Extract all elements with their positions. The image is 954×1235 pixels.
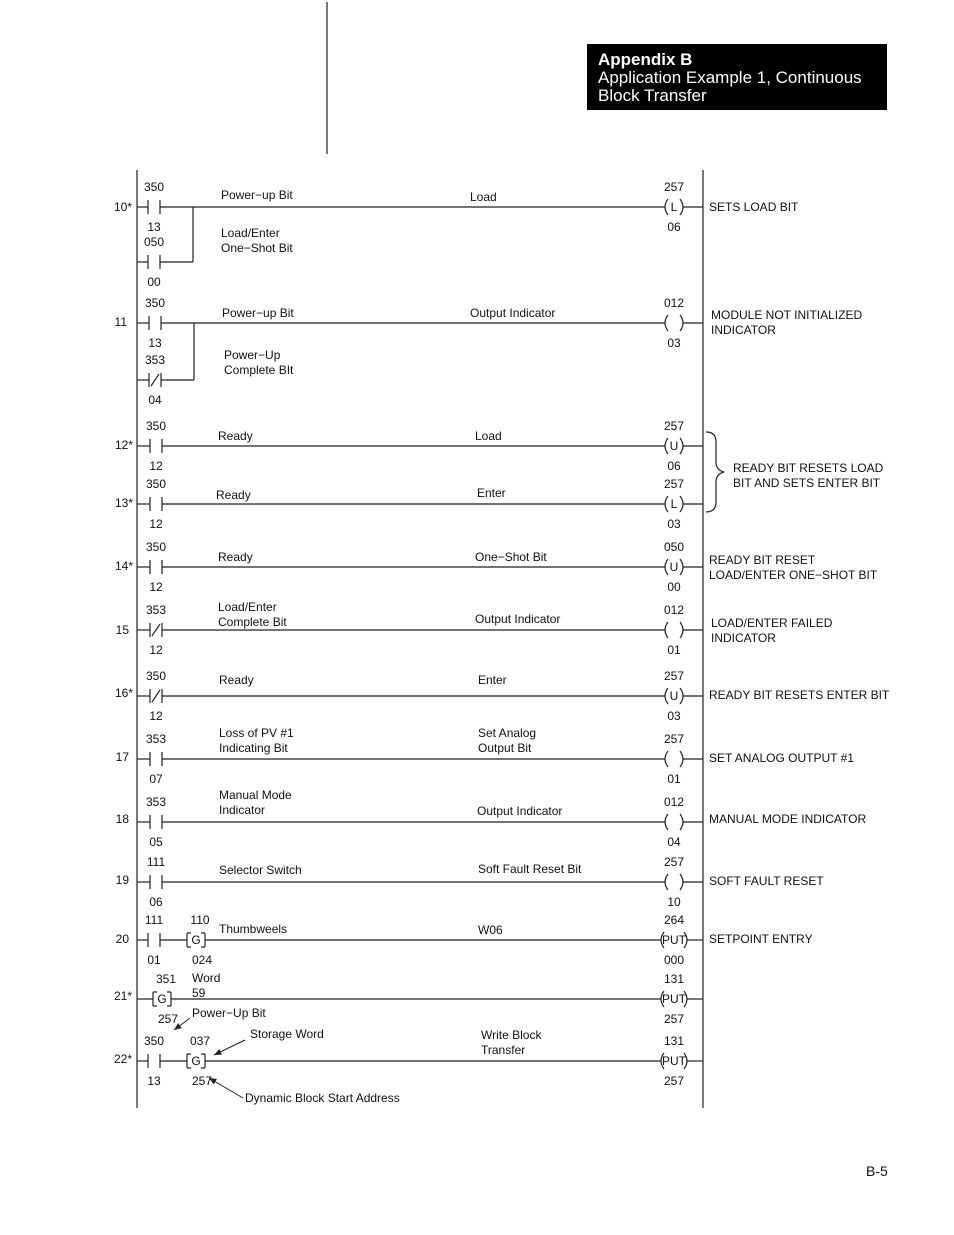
output-r12-right-arc bbox=[680, 438, 683, 454]
power-up-bit-annotation: Power−Up Bit bbox=[192, 1006, 266, 1020]
contact-r21-0-symbol: G bbox=[157, 992, 167, 1006]
contact-r20-0-address-top: 111 bbox=[144, 913, 164, 927]
output-r15-left-arc bbox=[665, 622, 668, 638]
contact-r22-0 bbox=[148, 1054, 160, 1068]
output-r13-symbol: L bbox=[670, 497, 678, 511]
contact-r16-0 bbox=[150, 689, 162, 703]
output-r12-address-top: 257 bbox=[663, 419, 685, 433]
rung-r12 bbox=[115, 419, 703, 473]
contact-r15-0-address-bottom: 12 bbox=[149, 643, 163, 657]
page-number: B-5 bbox=[866, 1163, 888, 1179]
contact-r17-0-label: Loss of PV #1 Indicating Bit bbox=[219, 726, 294, 755]
output-r22-address-top: 131 bbox=[663, 1034, 685, 1048]
rung-number: 21* bbox=[113, 989, 132, 1003]
contact-r10-1-address-top: 050 bbox=[143, 235, 165, 249]
dynamic-address-annotation: Dynamic Block Start Address bbox=[245, 1091, 400, 1105]
contact-r13-0-address-bottom: 12 bbox=[149, 517, 163, 531]
contact-r22-1 bbox=[187, 1054, 205, 1068]
contact-r15-0 bbox=[150, 623, 162, 637]
output-r13-left-arc bbox=[665, 496, 668, 512]
contact-r17-0 bbox=[150, 752, 162, 766]
contact-r18-0-label: Manual Mode Indicator bbox=[219, 788, 292, 817]
output-r14-address-bottom: 00 bbox=[667, 580, 681, 594]
contact-r15-0-address-top: 353 bbox=[145, 603, 167, 617]
contact-r19-0-label: Selector Switch bbox=[219, 863, 302, 877]
rung-r17 bbox=[116, 726, 855, 786]
output-r10-label: Load bbox=[470, 190, 497, 204]
output-r19 bbox=[665, 874, 683, 890]
output-r20-label: W06 bbox=[478, 923, 503, 937]
contact-r11-1-address-top: 353 bbox=[144, 353, 166, 367]
output-r15-address-bottom: 01 bbox=[667, 643, 681, 657]
rung-r20 bbox=[116, 913, 813, 967]
output-r13-label: Enter bbox=[477, 486, 506, 500]
contact-r21-0-address-bottom: 257 bbox=[157, 1012, 179, 1026]
brace-description: READY BIT RESETS LOAD BIT AND SETS ENTER BIT bbox=[733, 461, 884, 490]
output-r14 bbox=[665, 559, 683, 575]
rung-number: 19 bbox=[115, 873, 129, 887]
contact-r16-0-address-top: 350 bbox=[145, 669, 167, 683]
contact-r21-0 bbox=[153, 992, 171, 1006]
contact-r10-0-label: Power−up Bit bbox=[221, 188, 293, 202]
rung-r10-description: SETS LOAD BIT bbox=[709, 200, 799, 214]
contact-r20-1-address-bottom: 024 bbox=[191, 953, 213, 967]
contact-r10-1-label: Load/Enter One−Shot Bit bbox=[221, 226, 293, 255]
output-r11-right-arc bbox=[680, 315, 683, 331]
output-r22-label: Write Block Transfer bbox=[481, 1028, 542, 1057]
contact-r12-0-label: Ready bbox=[218, 429, 253, 443]
contact-r10-0-address-bottom: 13 bbox=[147, 220, 161, 234]
output-r20-address-bottom: 000 bbox=[663, 953, 685, 967]
contact-r22-1-address-bottom: 257 bbox=[191, 1074, 213, 1088]
output-r21-symbol: PUT bbox=[662, 992, 686, 1006]
contact-r12-0-address-top: 350 bbox=[145, 419, 167, 433]
rung-r10 bbox=[114, 180, 799, 289]
rung-number: 14* bbox=[114, 559, 133, 573]
output-r18 bbox=[665, 814, 683, 830]
output-r19-address-bottom: 10 bbox=[667, 895, 681, 909]
dynamic-address-arrow bbox=[209, 1078, 243, 1098]
output-r10 bbox=[665, 199, 683, 215]
output-r16-right-arc bbox=[680, 688, 683, 704]
rung-number: 15 bbox=[115, 623, 129, 637]
contact-r13-0-label: Ready bbox=[216, 488, 251, 502]
contact-r11-1-label: Power−Up Complete BIt bbox=[224, 348, 294, 377]
contact-r12-0 bbox=[150, 439, 162, 453]
output-r12-label: Load bbox=[475, 429, 502, 443]
output-r14-address-top: 050 bbox=[663, 540, 685, 554]
contact-r16-0-address-bottom: 12 bbox=[149, 709, 163, 723]
output-r13-right-arc bbox=[680, 496, 683, 512]
output-r16-address-top: 257 bbox=[663, 669, 685, 683]
contact-r21-0-address-top: 351 bbox=[155, 972, 177, 986]
storage-word-annotation: Storage Word bbox=[250, 1027, 324, 1041]
rung-r15 bbox=[116, 600, 833, 657]
contact-r18-0-address-top: 353 bbox=[145, 795, 167, 809]
contact-r15-0-slash bbox=[152, 624, 160, 636]
rung-r19-description: SOFT FAULT RESET bbox=[709, 874, 824, 888]
rung-number: 17 bbox=[115, 750, 129, 764]
output-r11 bbox=[665, 315, 683, 331]
output-r18-label: Output Indicator bbox=[477, 804, 563, 818]
contact-r14-0-address-bottom: 12 bbox=[149, 580, 163, 594]
contact-r10-0-address-top: 350 bbox=[143, 180, 165, 194]
output-r11-left-arc bbox=[665, 315, 668, 331]
rung-r14 bbox=[115, 540, 878, 594]
output-r12-symbol: U bbox=[669, 439, 679, 453]
output-r14-right-arc bbox=[680, 559, 683, 575]
contact-r22-0-address-bottom: 13 bbox=[147, 1074, 161, 1088]
contact-r22-1-symbol: G bbox=[191, 1054, 201, 1068]
contact-r11-0-label: Power−up Bit bbox=[222, 306, 294, 320]
rung-r16 bbox=[115, 669, 890, 723]
contact-r19-0-address-bottom: 06 bbox=[149, 895, 163, 909]
output-r18-address-bottom: 04 bbox=[667, 835, 681, 849]
output-r16-symbol: U bbox=[669, 689, 679, 703]
output-r20-symbol: PUT bbox=[662, 933, 686, 947]
output-r13 bbox=[665, 496, 683, 512]
appendix-subtitle: Application Example 1, Continuous Block Transfer bbox=[598, 68, 862, 105]
contact-r18-0-address-bottom: 05 bbox=[149, 835, 163, 849]
output-r22 bbox=[661, 1053, 687, 1069]
contact-r10-1-address-bottom: 00 bbox=[147, 275, 161, 289]
contact-r10-1 bbox=[148, 255, 160, 269]
contact-r16-0-slash bbox=[152, 690, 160, 702]
rung-r14-description: READY BIT RESET LOAD/ENTER ONE−SHOT BIT bbox=[709, 553, 878, 582]
contact-r11-0-address-top: 350 bbox=[144, 296, 166, 310]
rung-number: 16* bbox=[114, 686, 133, 700]
contact-r18-0 bbox=[150, 815, 162, 829]
output-r21 bbox=[661, 991, 687, 1007]
rung-number: 22* bbox=[113, 1052, 132, 1066]
rung-r15-description: LOAD/ENTER FAILED INDICATOR bbox=[711, 616, 833, 645]
contact-r16-0-label: Ready bbox=[219, 673, 254, 687]
contact-r11-0-address-bottom: 13 bbox=[148, 336, 162, 350]
contact-r13-0 bbox=[150, 497, 162, 511]
output-r11-address-bottom: 03 bbox=[667, 336, 681, 350]
output-r21-address-bottom: 257 bbox=[663, 1012, 685, 1026]
storage-word-arrow bbox=[214, 1040, 245, 1055]
rung-number: 10* bbox=[113, 200, 132, 214]
contact-r17-0-address-top: 353 bbox=[145, 732, 167, 746]
contact-r19-0-address-top: 111 bbox=[146, 855, 166, 869]
contact-r20-0 bbox=[148, 933, 160, 947]
contact-r20-1-address-top: 110 bbox=[190, 913, 210, 927]
contact-r22-0-address-top: 350 bbox=[143, 1034, 165, 1048]
rung-r16-description: READY BIT RESETS ENTER BIT bbox=[709, 688, 890, 702]
contact-r11-1 bbox=[149, 373, 161, 387]
contact-r19-0 bbox=[150, 875, 162, 889]
output-r16-address-bottom: 03 bbox=[667, 709, 681, 723]
contact-r11-1-slash bbox=[151, 374, 159, 386]
output-r15-label: Output Indicator bbox=[475, 612, 561, 626]
output-r16-left-arc bbox=[665, 688, 668, 704]
word-59-annotation: Word 59 bbox=[192, 971, 221, 1000]
output-r17-right-arc bbox=[680, 751, 683, 767]
output-r15 bbox=[665, 622, 683, 638]
contact-r15-0-label: Load/Enter Complete Bit bbox=[218, 600, 287, 629]
rung-r20-description: SETPOINT ENTRY bbox=[709, 932, 813, 946]
contact-r12-0-address-bottom: 12 bbox=[149, 459, 163, 473]
rung-r13 bbox=[115, 477, 703, 531]
output-r22-symbol: PUT bbox=[662, 1054, 686, 1068]
rung-r17-description: SET ANALOG OUTPUT #1 bbox=[709, 751, 854, 765]
output-r19-address-top: 257 bbox=[663, 855, 685, 869]
output-r15-address-top: 012 bbox=[663, 603, 685, 617]
rung-number: 20 bbox=[115, 932, 129, 946]
output-r22-address-bottom: 257 bbox=[663, 1074, 685, 1088]
rungs-layer bbox=[114, 180, 890, 1105]
rung-r18-description: MANUAL MODE INDICATOR bbox=[709, 812, 867, 826]
output-r13-address-top: 257 bbox=[663, 477, 685, 491]
output-r21-address-top: 131 bbox=[663, 972, 685, 986]
output-r10-address-top: 257 bbox=[663, 180, 685, 194]
rung-r11-description: MODULE NOT INITIALIZED INDICATOR bbox=[711, 308, 863, 337]
rung-r22 bbox=[114, 1028, 703, 1088]
contact-r14-0 bbox=[150, 560, 162, 574]
output-r14-left-arc bbox=[665, 559, 668, 575]
output-r12-left-arc bbox=[665, 438, 668, 454]
contact-r20-0-address-bottom: 01 bbox=[147, 953, 161, 967]
contact-r22-1-address-top: 037 bbox=[189, 1034, 211, 1048]
output-r17-address-top: 257 bbox=[663, 732, 685, 746]
contact-r20-1-label: Thumbweels bbox=[219, 922, 288, 936]
output-r15-right-arc bbox=[680, 622, 683, 638]
output-r20 bbox=[661, 932, 687, 948]
contact-r14-0-address-top: 350 bbox=[145, 540, 167, 554]
output-r12-address-bottom: 06 bbox=[667, 459, 681, 473]
rung-number: 18 bbox=[115, 812, 129, 826]
output-r10-symbol: L bbox=[670, 200, 678, 214]
output-r17 bbox=[665, 751, 683, 767]
output-r14-symbol: U bbox=[669, 560, 679, 574]
output-r18-address-top: 012 bbox=[663, 795, 685, 809]
output-r10-left-arc bbox=[665, 199, 668, 215]
output-r17-label: Set Analog Output Bit bbox=[478, 726, 537, 755]
contact-r11-1-address-bottom: 04 bbox=[148, 393, 162, 407]
output-r10-right-arc bbox=[680, 199, 683, 215]
contact-r13-0-address-top: 350 bbox=[145, 477, 167, 491]
rung-r19 bbox=[116, 855, 825, 909]
output-r11-address-top: 012 bbox=[663, 296, 685, 310]
appendix-title: Appendix B bbox=[598, 50, 693, 69]
output-r11-label: Output Indicator bbox=[470, 306, 556, 320]
rung-number: 11 bbox=[114, 315, 127, 329]
contact-r10-0 bbox=[148, 200, 160, 214]
contact-r20-1-symbol: G bbox=[191, 933, 201, 947]
output-r16-label: Enter bbox=[478, 673, 507, 687]
contact-r11-0 bbox=[149, 316, 161, 330]
output-r19-label: Soft Fault Reset Bit bbox=[478, 862, 582, 876]
contact-r14-0-label: Ready bbox=[218, 550, 253, 564]
contact-r20-1 bbox=[187, 933, 205, 947]
output-r19-left-arc bbox=[665, 874, 668, 890]
output-r16 bbox=[665, 688, 683, 704]
output-r17-address-bottom: 01 bbox=[667, 772, 681, 786]
brace-group bbox=[706, 432, 884, 512]
output-r13-address-bottom: 03 bbox=[667, 517, 681, 531]
rung-number: 12* bbox=[114, 438, 133, 452]
output-r18-right-arc bbox=[680, 814, 683, 830]
output-r14-label: One−Shot Bit bbox=[475, 550, 547, 564]
brace-shape bbox=[706, 432, 724, 512]
rung-r18 bbox=[116, 788, 867, 849]
output-r19-right-arc bbox=[680, 874, 683, 890]
output-r17-left-arc bbox=[665, 751, 668, 767]
output-r12 bbox=[665, 438, 683, 454]
output-r18-left-arc bbox=[665, 814, 668, 830]
output-r10-address-bottom: 06 bbox=[667, 220, 681, 234]
rung-r11 bbox=[115, 296, 863, 407]
output-r20-address-top: 264 bbox=[663, 913, 685, 927]
rung-number: 13* bbox=[114, 496, 133, 510]
contact-r17-0-address-bottom: 07 bbox=[149, 772, 163, 786]
